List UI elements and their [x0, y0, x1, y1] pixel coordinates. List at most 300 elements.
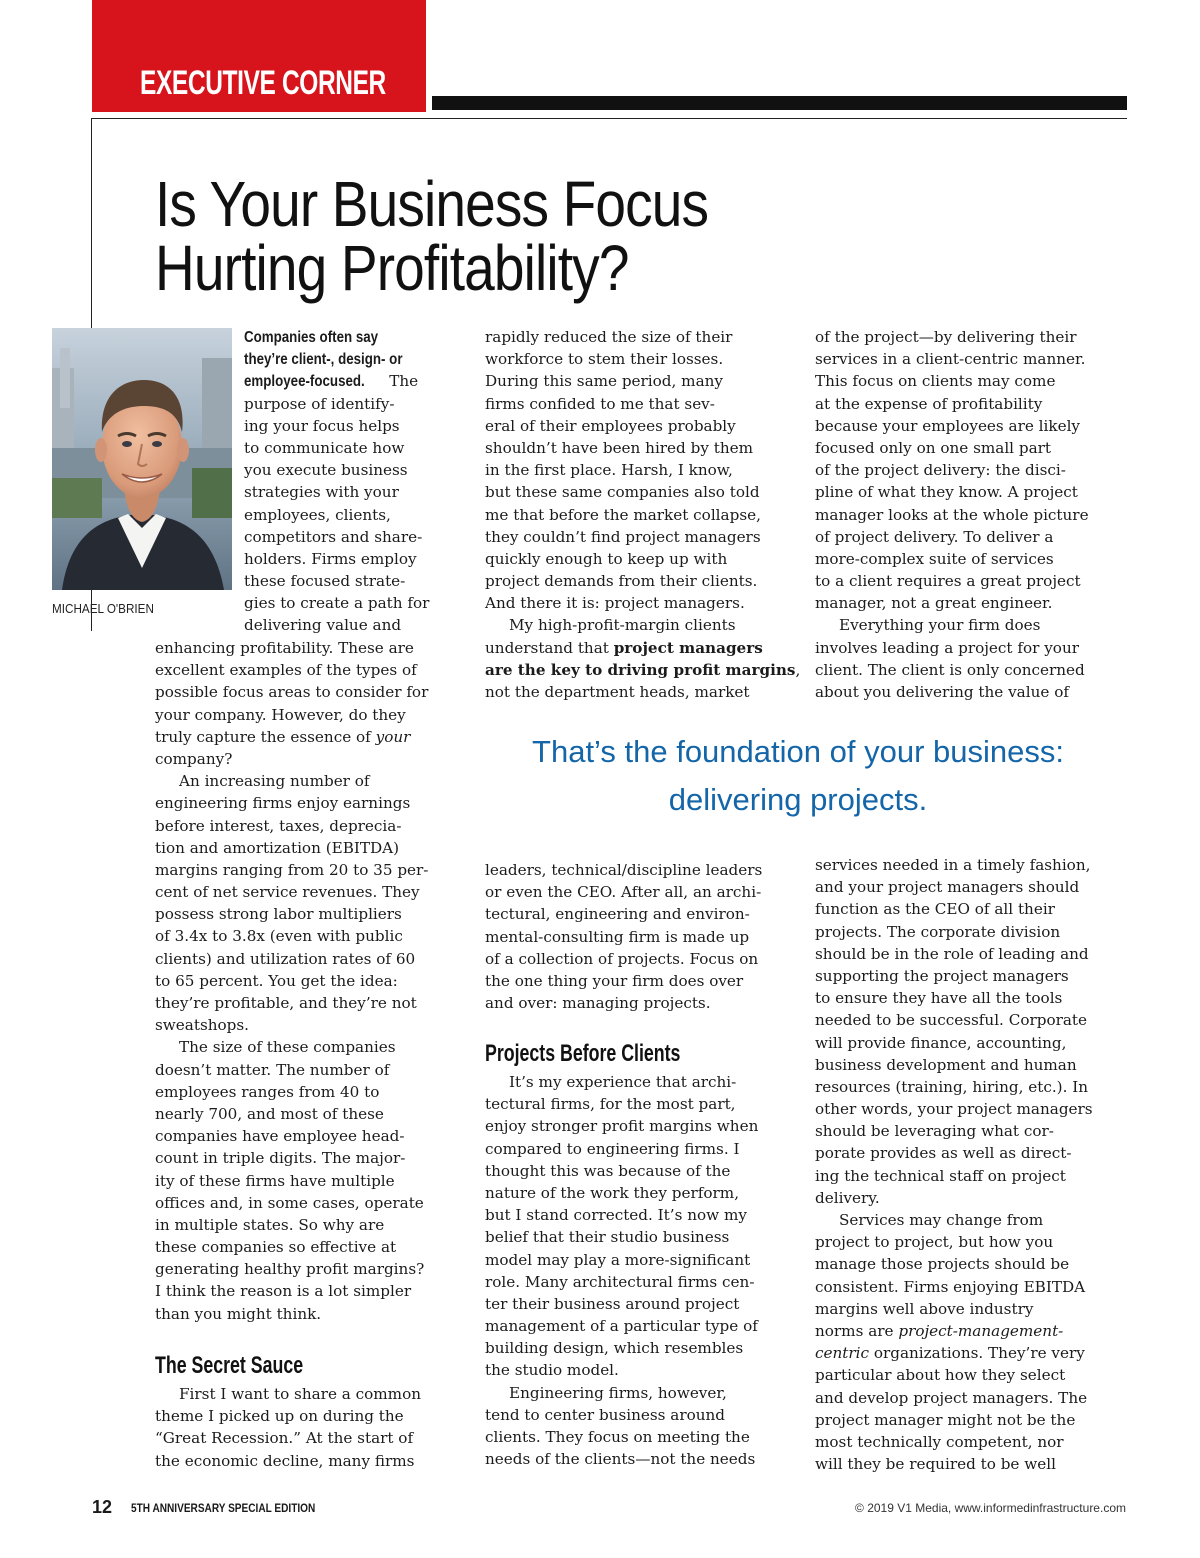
text-run: purpose of identify- — [244, 394, 395, 413]
text-run: employees ranges from 40 to — [155, 1082, 380, 1101]
text-run: competitors and share- — [244, 527, 423, 546]
text-line — [485, 1426, 758, 1448]
text-run: employee-focused. — [244, 373, 365, 391]
text-line — [244, 348, 429, 370]
text-run: cent of net service revenues. They — [155, 883, 420, 902]
text-run: My high-profit-margin clients — [509, 616, 736, 635]
author-portrait-icon — [52, 328, 232, 590]
text-run: pline of what they know. A project — [815, 483, 1078, 502]
text-line — [155, 1170, 428, 1192]
text-run: ing the technical staff on project — [815, 1166, 1066, 1185]
text-line — [485, 1293, 758, 1315]
text-line — [815, 943, 1093, 965]
text-run: than you might think. — [155, 1304, 322, 1323]
text-line — [155, 903, 428, 925]
text-run: should be in the role of leading and — [815, 944, 1089, 963]
text-run: building design, which resembles — [485, 1339, 744, 1358]
text-run: quickly enough to keep up with — [485, 549, 728, 568]
text-line — [155, 1450, 421, 1472]
text-run: should be leveraging what cor- — [815, 1122, 1054, 1141]
text-line — [485, 1093, 758, 1115]
text-line — [244, 504, 429, 526]
text-line — [815, 921, 1093, 943]
section-label: EXECUTIVE CORNER — [140, 64, 386, 102]
text-line — [155, 1383, 421, 1405]
subhead-secret-sauce: The Secret Sauce — [155, 1352, 304, 1379]
text-run: First I want to share a common — [179, 1385, 422, 1403]
text-run: tectural firms, for the most part, — [485, 1095, 736, 1114]
text-line — [815, 1253, 1093, 1275]
text-run: ter their business around project — [485, 1294, 740, 1313]
text-line — [485, 526, 800, 548]
text-run: and develop project managers. The — [815, 1388, 1088, 1407]
text-run: centric — [815, 1344, 870, 1363]
text-line — [815, 614, 1089, 636]
text-run: generating healthy profit margins? — [155, 1260, 425, 1279]
text-run: project manager might not be the — [815, 1410, 1076, 1429]
text-line — [485, 370, 800, 392]
text-run: these companies so effective at — [155, 1238, 397, 1257]
text-line — [244, 415, 429, 437]
text-line — [815, 1453, 1093, 1475]
text-line — [155, 1303, 428, 1325]
text-run: possible focus areas to consider for — [155, 683, 429, 702]
text-line — [815, 1009, 1093, 1031]
text-line — [485, 348, 800, 370]
column-1-body — [155, 637, 428, 1325]
text-run: the one thing your firm does over — [485, 971, 744, 990]
text-run: gies to create a path for — [244, 594, 430, 613]
text-run: understand that — [485, 638, 614, 657]
text-run: firms confided to me that sev- — [485, 394, 715, 413]
text-line — [485, 992, 762, 1014]
text-run: This focus on clients may come — [815, 372, 1056, 391]
text-run: Everything your firm does — [839, 616, 1041, 635]
header-rule — [432, 96, 1127, 110]
text-line — [485, 970, 762, 992]
pull-quote-line2: delivering projects. — [668, 782, 928, 817]
text-line — [485, 548, 800, 570]
text-line — [815, 1387, 1093, 1409]
text-line — [155, 704, 428, 726]
text-line — [244, 570, 429, 592]
text-run: but I stand corrected. It’s now my — [485, 1206, 747, 1225]
column-2-mid — [485, 859, 762, 1014]
text-line — [485, 903, 762, 925]
text-line — [815, 592, 1089, 614]
text-run: holders. Firms employ — [244, 549, 417, 568]
text-line — [485, 659, 800, 681]
text-run: because your employees are likely — [815, 416, 1081, 435]
text-run: truly capture the essence of — [155, 727, 376, 746]
text-run: will they be required to be well — [815, 1455, 1056, 1474]
text-line — [815, 1165, 1093, 1187]
text-run: mental-consulting firm is made up — [485, 927, 750, 946]
column-1-secret-sauce — [155, 1383, 421, 1472]
text-run: An increasing number of — [179, 772, 370, 791]
column-2-bottom — [485, 1071, 758, 1470]
subhead-projects-before-clients: Projects Before Clients — [485, 1040, 681, 1067]
text-run: employees, clients, — [244, 505, 391, 524]
text-line — [155, 1258, 428, 1280]
text-line — [155, 1405, 421, 1427]
text-line — [815, 370, 1089, 392]
edition-label: 5TH ANNIVERSARY SPECIAL EDITION — [131, 1501, 316, 1515]
text-run: “Great Recession.” At the start of — [155, 1429, 414, 1448]
text-run: tion and amortization (EBITDA) — [155, 838, 400, 857]
text-run: or even the CEO. After all, an archi- — [485, 883, 762, 902]
text-line — [155, 1036, 428, 1058]
text-line — [155, 1236, 428, 1258]
text-run: thought this was because of the — [485, 1161, 731, 1180]
text-line — [155, 970, 428, 992]
text-line — [815, 1209, 1093, 1231]
text-run: delivering value and — [244, 616, 402, 635]
text-line — [485, 1071, 758, 1093]
copyright-notice: © 2019 V1 Media, www.informedinfrastructure.com — [855, 1501, 1126, 1515]
text-line — [485, 881, 762, 903]
text-line — [155, 992, 428, 1014]
text-line — [815, 459, 1089, 481]
text-line — [485, 326, 800, 348]
text-run: needs of the clients—not the needs — [485, 1450, 756, 1469]
text-line — [815, 1298, 1093, 1320]
text-run: belief that their studio business — [485, 1228, 730, 1247]
text-line — [244, 326, 429, 348]
text-run: During this same period, many — [485, 372, 724, 391]
text-run: clients. They focus on meeting the — [485, 1428, 750, 1446]
text-line — [815, 1032, 1093, 1054]
text-run: It’s my experience that archi- — [509, 1073, 737, 1091]
text-run: margins well above industry — [815, 1299, 1034, 1318]
text-line — [815, 1342, 1093, 1364]
text-line — [485, 393, 800, 415]
text-line — [155, 659, 428, 681]
text-line — [485, 1160, 758, 1182]
page-number: 12 — [92, 1497, 113, 1517]
column-2-top — [485, 326, 800, 703]
text-run: me that before the market collapse, — [485, 505, 761, 524]
text-run: of 3.4x to 3.8x (even with public — [155, 927, 403, 946]
text-line — [485, 859, 762, 881]
text-run: management of a particular type of — [485, 1317, 758, 1336]
text-line — [485, 1226, 758, 1248]
text-line — [485, 1337, 758, 1359]
text-line — [815, 1431, 1093, 1453]
text-line — [485, 637, 800, 659]
text-line — [815, 1142, 1093, 1164]
text-run: project to project, but how you — [815, 1233, 1054, 1252]
text-run: rapidly reduced the size of their — [485, 328, 733, 346]
text-run: role. Many architectural firms cen- — [485, 1272, 755, 1291]
text-run: in multiple states. So why are — [155, 1215, 385, 1234]
text-line — [485, 948, 762, 970]
text-line — [815, 1276, 1093, 1298]
text-run: to 65 percent. You get the idea: — [155, 971, 398, 990]
text-run: and your project managers should — [815, 878, 1080, 897]
text-line — [155, 1103, 428, 1125]
text-run: not the department heads, market — [485, 683, 750, 701]
text-line — [155, 726, 428, 748]
text-line — [485, 926, 762, 948]
text-run: nature of the work they perform, — [485, 1183, 740, 1202]
text-run: doesn’t matter. The number of — [155, 1060, 390, 1079]
text-line — [815, 637, 1089, 659]
text-run: engineering firms enjoy earnings — [155, 794, 411, 813]
text-line — [815, 415, 1089, 437]
text-run: clients) and utilization rates of 60 — [155, 949, 416, 968]
frame-rule-horizontal — [91, 118, 1127, 119]
text-run: The — [384, 372, 419, 391]
text-run: tend to center business around — [485, 1405, 726, 1424]
text-run: shouldn’t have been hired by them — [485, 438, 753, 457]
text-line — [815, 548, 1089, 570]
text-run: ity of these firms have multiple — [155, 1171, 395, 1190]
text-run: the economic decline, many firms — [155, 1451, 415, 1470]
text-line — [485, 481, 800, 503]
text-line — [155, 1014, 428, 1036]
text-line — [244, 459, 429, 481]
text-line — [244, 481, 429, 503]
text-line — [815, 1364, 1093, 1386]
text-line — [485, 437, 800, 459]
text-line — [155, 925, 428, 947]
text-line — [155, 859, 428, 881]
text-line — [815, 481, 1089, 503]
text-run: project demands from their clients. — [485, 572, 758, 591]
text-run: eral of their employees probably — [485, 416, 736, 435]
text-line — [815, 504, 1089, 526]
text-run: will provide finance, accounting, — [815, 1033, 1067, 1052]
text-line — [244, 548, 429, 570]
text-line — [485, 1315, 758, 1337]
text-run: manager, not a great engineer. — [815, 594, 1053, 613]
text-run: excellent examples of the types of — [155, 661, 417, 680]
text-run: Services may change from — [839, 1211, 1044, 1229]
text-line — [244, 437, 429, 459]
text-run: function as the CEO of all their — [815, 900, 1055, 919]
text-run: you execute business — [244, 461, 408, 480]
text-run: project-management- — [898, 1321, 1064, 1340]
text-run: tectural, engineering and environ- — [485, 905, 750, 924]
text-run: services in a client-centric manner. — [815, 350, 1086, 369]
text-run: theme I picked up on during the — [155, 1407, 404, 1426]
text-run: particular about how they select — [815, 1366, 1066, 1385]
text-line — [815, 987, 1093, 1009]
text-line — [485, 1359, 758, 1381]
text-line — [815, 681, 1089, 703]
text-run: nearly 700, and most of these — [155, 1104, 384, 1123]
text-run: manager looks at the whole picture — [815, 505, 1089, 524]
column-3-bottom — [815, 854, 1093, 1475]
text-line — [485, 681, 800, 703]
text-run: of the project—by delivering their — [815, 328, 1077, 346]
text-run: about you delivering the value of — [815, 683, 1069, 701]
text-run: and over: managing projects. — [485, 994, 711, 1013]
text-run: to a client requires a great project — [815, 572, 1081, 591]
text-line — [485, 1138, 758, 1160]
text-line — [485, 592, 800, 614]
text-line — [155, 770, 428, 792]
text-run: your company. However, do they — [155, 705, 406, 724]
text-run: but these same companies also told — [485, 483, 760, 502]
text-line — [815, 1320, 1093, 1342]
text-run: more-complex suite of services — [815, 549, 1054, 568]
text-run: delivery. — [815, 1188, 880, 1207]
text-run: enhancing profitability. These are — [155, 639, 414, 657]
text-run: consistent. Firms enjoying EBITDA — [815, 1277, 1086, 1296]
text-run: supporting the project managers — [815, 966, 1069, 985]
text-run: possess strong labor multipliers — [155, 905, 402, 924]
text-line — [815, 348, 1089, 370]
text-line — [485, 1115, 758, 1137]
text-run: services needed in a timely fashion, — [815, 856, 1091, 874]
text-line — [485, 1249, 758, 1271]
text-run: other words, your project managers — [815, 1100, 1093, 1119]
text-line — [485, 1448, 758, 1470]
text-line — [815, 526, 1089, 548]
article-title — [155, 168, 709, 304]
text-run: business development and human — [815, 1055, 1077, 1074]
text-line — [815, 437, 1089, 459]
text-line — [155, 1059, 428, 1081]
text-run: project managers — [613, 638, 763, 657]
text-run: enjoy stronger profit margins when — [485, 1117, 759, 1136]
text-line — [485, 415, 800, 437]
text-line — [815, 1231, 1093, 1253]
pull-quote-line1: That’s the foundation of your business: — [532, 734, 1064, 769]
text-run: company? — [155, 749, 233, 768]
text-run: companies have employee head- — [155, 1127, 405, 1146]
text-line — [485, 614, 800, 636]
text-run: focused only on one small part — [815, 438, 1051, 457]
text-line — [155, 637, 428, 659]
text-run: in the first place. Harsh, I know, — [485, 461, 733, 480]
text-run: the studio model. — [485, 1361, 619, 1380]
text-run: before interest, taxes, deprecia- — [155, 816, 402, 835]
author-portrait-graphic — [52, 328, 232, 590]
text-line — [485, 459, 800, 481]
text-line — [815, 1187, 1093, 1209]
text-run: I think the reason is a lot simpler — [155, 1282, 412, 1301]
text-run: at the expense of profitability — [815, 394, 1043, 413]
text-run: manage those projects should be — [815, 1255, 1070, 1274]
text-line — [155, 881, 428, 903]
text-line — [155, 1081, 428, 1103]
text-line — [244, 393, 429, 415]
text-run: resources (training, hiring, etc.). In — [815, 1077, 1089, 1096]
text-line — [485, 1204, 758, 1226]
text-line — [815, 659, 1089, 681]
text-run: compared to engineering firms. I — [485, 1139, 740, 1158]
text-line — [155, 792, 428, 814]
text-line — [485, 1271, 758, 1293]
text-run: involves leading a project for your — [815, 638, 1079, 657]
text-line — [815, 1076, 1093, 1098]
text-run: leaders, technical/discipline leaders — [485, 861, 763, 879]
text-line — [244, 526, 429, 548]
text-run: most technically competent, nor — [815, 1432, 1064, 1451]
text-line — [485, 1182, 758, 1204]
text-line — [155, 748, 428, 770]
text-run: , — [795, 660, 801, 679]
pull-quote — [470, 728, 1126, 824]
text-line — [815, 1054, 1093, 1076]
text-line — [815, 1409, 1093, 1431]
text-line — [815, 854, 1093, 876]
text-line — [155, 1192, 428, 1214]
text-run: workforce to stem their losses. — [485, 350, 724, 369]
text-run: they couldn’t find project managers — [485, 527, 761, 546]
text-run: norms are — [815, 1321, 899, 1340]
text-line — [155, 681, 428, 703]
column-1-intro — [244, 326, 429, 637]
text-line — [155, 837, 428, 859]
text-line — [244, 614, 429, 636]
text-run: projects. The corporate division — [815, 922, 1061, 941]
text-run: client. The client is only concerned — [815, 660, 1085, 679]
text-line — [244, 592, 429, 614]
text-run: they’re profitable, and they’re not — [155, 994, 417, 1012]
text-line — [155, 948, 428, 970]
text-run: margins ranging from 20 to 35 per- — [155, 860, 429, 879]
text-line — [815, 876, 1093, 898]
text-line — [815, 965, 1093, 987]
text-run: count in triple digits. The major- — [155, 1149, 406, 1168]
text-line — [815, 898, 1093, 920]
column-3-top — [815, 326, 1089, 703]
text-run: these focused strate- — [244, 572, 406, 591]
text-run: they’re client-, design- or — [244, 351, 403, 369]
text-line — [485, 1382, 758, 1404]
text-run: sweatshops. — [155, 1016, 250, 1035]
text-run: Companies often say — [244, 329, 379, 346]
text-run: model may play a more-significant — [485, 1250, 751, 1269]
text-run: needed to be successful. Corporate — [815, 1011, 1088, 1030]
text-line — [155, 1214, 428, 1236]
text-line — [815, 1120, 1093, 1142]
text-line — [815, 393, 1089, 415]
text-run: are the key to driving profit margins — [485, 660, 796, 679]
text-line — [155, 1125, 428, 1147]
text-run: to communicate how — [244, 438, 405, 457]
text-line — [155, 1280, 428, 1302]
text-line — [155, 815, 428, 837]
text-run: of project delivery. To deliver a — [815, 527, 1054, 546]
text-run: Engineering firms, however, — [509, 1383, 727, 1402]
text-run: ing your focus helps — [244, 416, 400, 435]
text-line — [485, 504, 800, 526]
text-line — [485, 1404, 758, 1426]
text-run: And there it is: project managers. — [485, 594, 745, 613]
text-line — [815, 326, 1089, 348]
text-run: offices and, in some cases, operate — [155, 1193, 424, 1212]
text-line — [244, 370, 429, 392]
text-run: porate provides as well as direct- — [815, 1144, 1072, 1163]
text-run: organizations. They’re very — [869, 1344, 1085, 1363]
article-title-line1: Is Your Business Focus — [155, 168, 709, 240]
text-run: The size of these companies — [179, 1038, 396, 1057]
text-run: of a collection of projects. Focus on — [485, 949, 759, 968]
text-line — [815, 1098, 1093, 1120]
text-line — [155, 1147, 428, 1169]
text-run: strategies with your — [244, 483, 399, 502]
text-line — [815, 570, 1089, 592]
text-line — [485, 570, 800, 592]
article-title-line2: Hurting Profitability? — [155, 232, 629, 304]
photo-caption: MICHAEL O'BRIEN — [52, 601, 154, 616]
text-run: of the project delivery: the disci- — [815, 461, 1066, 480]
